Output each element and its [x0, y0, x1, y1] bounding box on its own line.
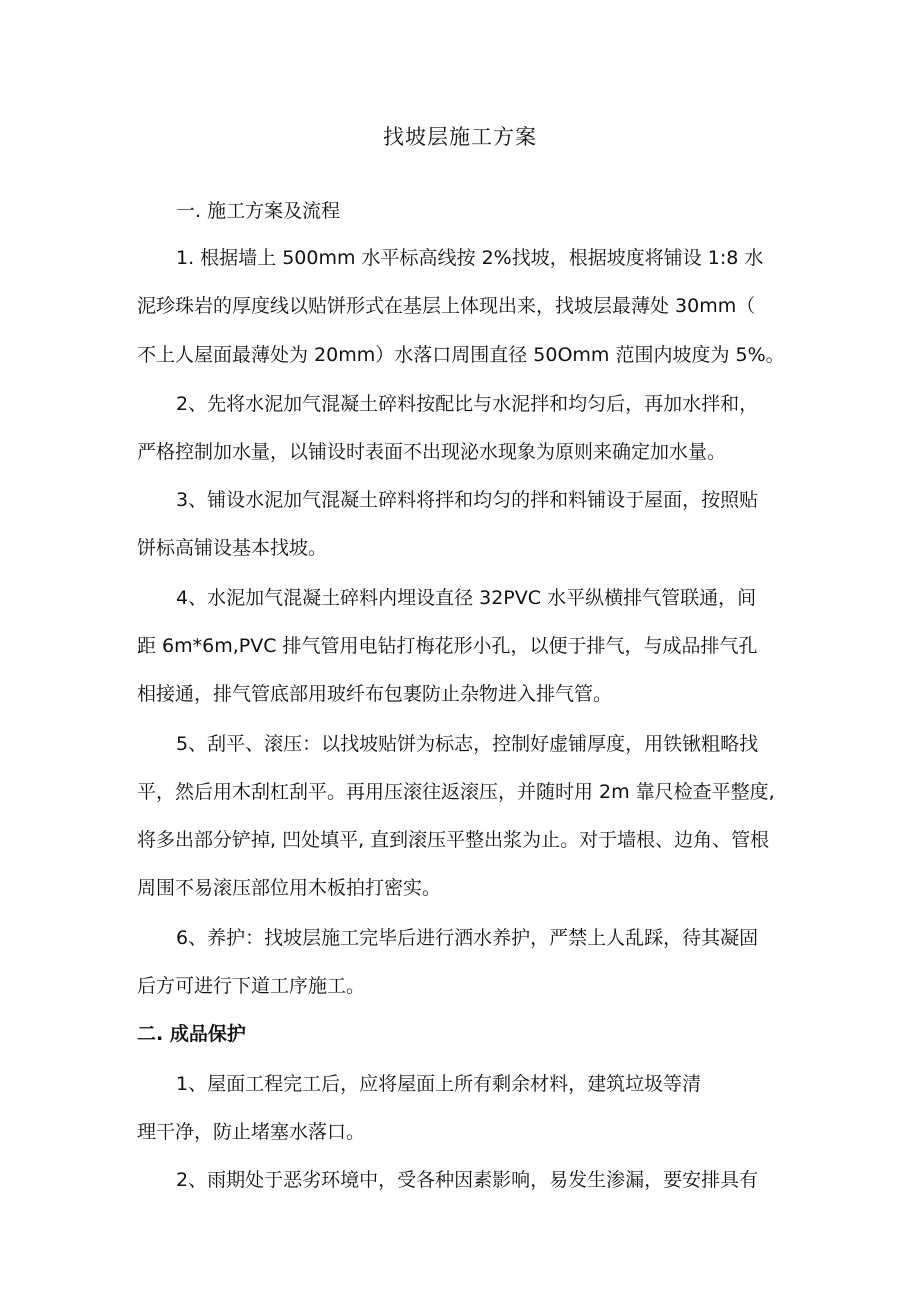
- paragraph-line: 泥珍珠岩的厚度线以贴饼形式在基层上体现出来，找坡层最薄处 30mm（: [137, 295, 756, 317]
- paragraph-line: 1、屋面工程完工后，应将屋面上所有剩余材料，建筑垃圾等清: [176, 1073, 702, 1095]
- section-1-heading: 一. 施工方案及流程: [176, 200, 341, 222]
- paragraph-line: 2、先将水泥加气混凝土碎料按配比与水泥拌和均匀后，再加水拌和，: [176, 393, 759, 415]
- paragraph-line: 严格控制加水量，以铺设时表面不出现泌水现象为原则来确定加水量。: [137, 441, 727, 463]
- paragraph-line: 6、养护：找坡层施工完毕后进行洒水养护，严禁上人乱踩，待其凝固: [176, 927, 759, 949]
- paragraph-line: 相接通，排气管底部用玻纤布包裹防止杂物进入排气管。: [137, 683, 613, 705]
- paragraph-line: 平，然后用木刮杠刮平。再用压滚往返滚压，并随时用 2m 靠尺检查平整度,: [137, 781, 775, 803]
- paragraph-line: 饼标高铺设基本找坡。: [137, 537, 328, 559]
- paragraph-line: 3、铺设水泥加气混凝土碎料将拌和均匀的拌和料铺设于屋面，按照贴: [176, 489, 759, 511]
- paragraph-line: 距 6m*6m,PVC 排气管用电钻打梅花形小孔，以便于排气，与成品排气孔: [137, 635, 758, 657]
- paragraph-line: 理干净，防止堵塞水落口。: [137, 1121, 366, 1143]
- paragraph-line: 不上人屋面最薄处为 20mm）水落口周围直径 50Omm 范围内坡度为 5%。: [137, 344, 785, 366]
- paragraph-line: 1. 根据墙上 500mm 水平标高线按 2%找坡，根据坡度将铺设 1:8 水: [176, 247, 764, 269]
- paragraph-line: 后方可进行下道工序施工。: [137, 975, 366, 997]
- paragraph-line: 2、雨期处于恶劣环境中，受各种因素影响，易发生渗漏，要安排具有: [176, 1169, 759, 1191]
- paragraph-line: 5、刮平、滚压：以找坡贴饼为标志，控制好虚铺厚度，用铁锹粗略找: [176, 733, 759, 755]
- paragraph-line: 4、水泥加气混凝土碎料内埋设直径 32PVC 水平纵横排气管联通，间: [176, 587, 757, 609]
- section-2-heading: 二. 成品保护: [137, 1023, 246, 1045]
- paragraph-line: 将多出部分铲掉, 凹处填平, 直到滚压平整出浆为止。对于墙根、边角、管根: [137, 829, 770, 851]
- paragraph-line: 周围不易滚压部位用木板拍打密实。: [137, 877, 442, 899]
- document-title: 找坡层施工方案: [383, 125, 537, 149]
